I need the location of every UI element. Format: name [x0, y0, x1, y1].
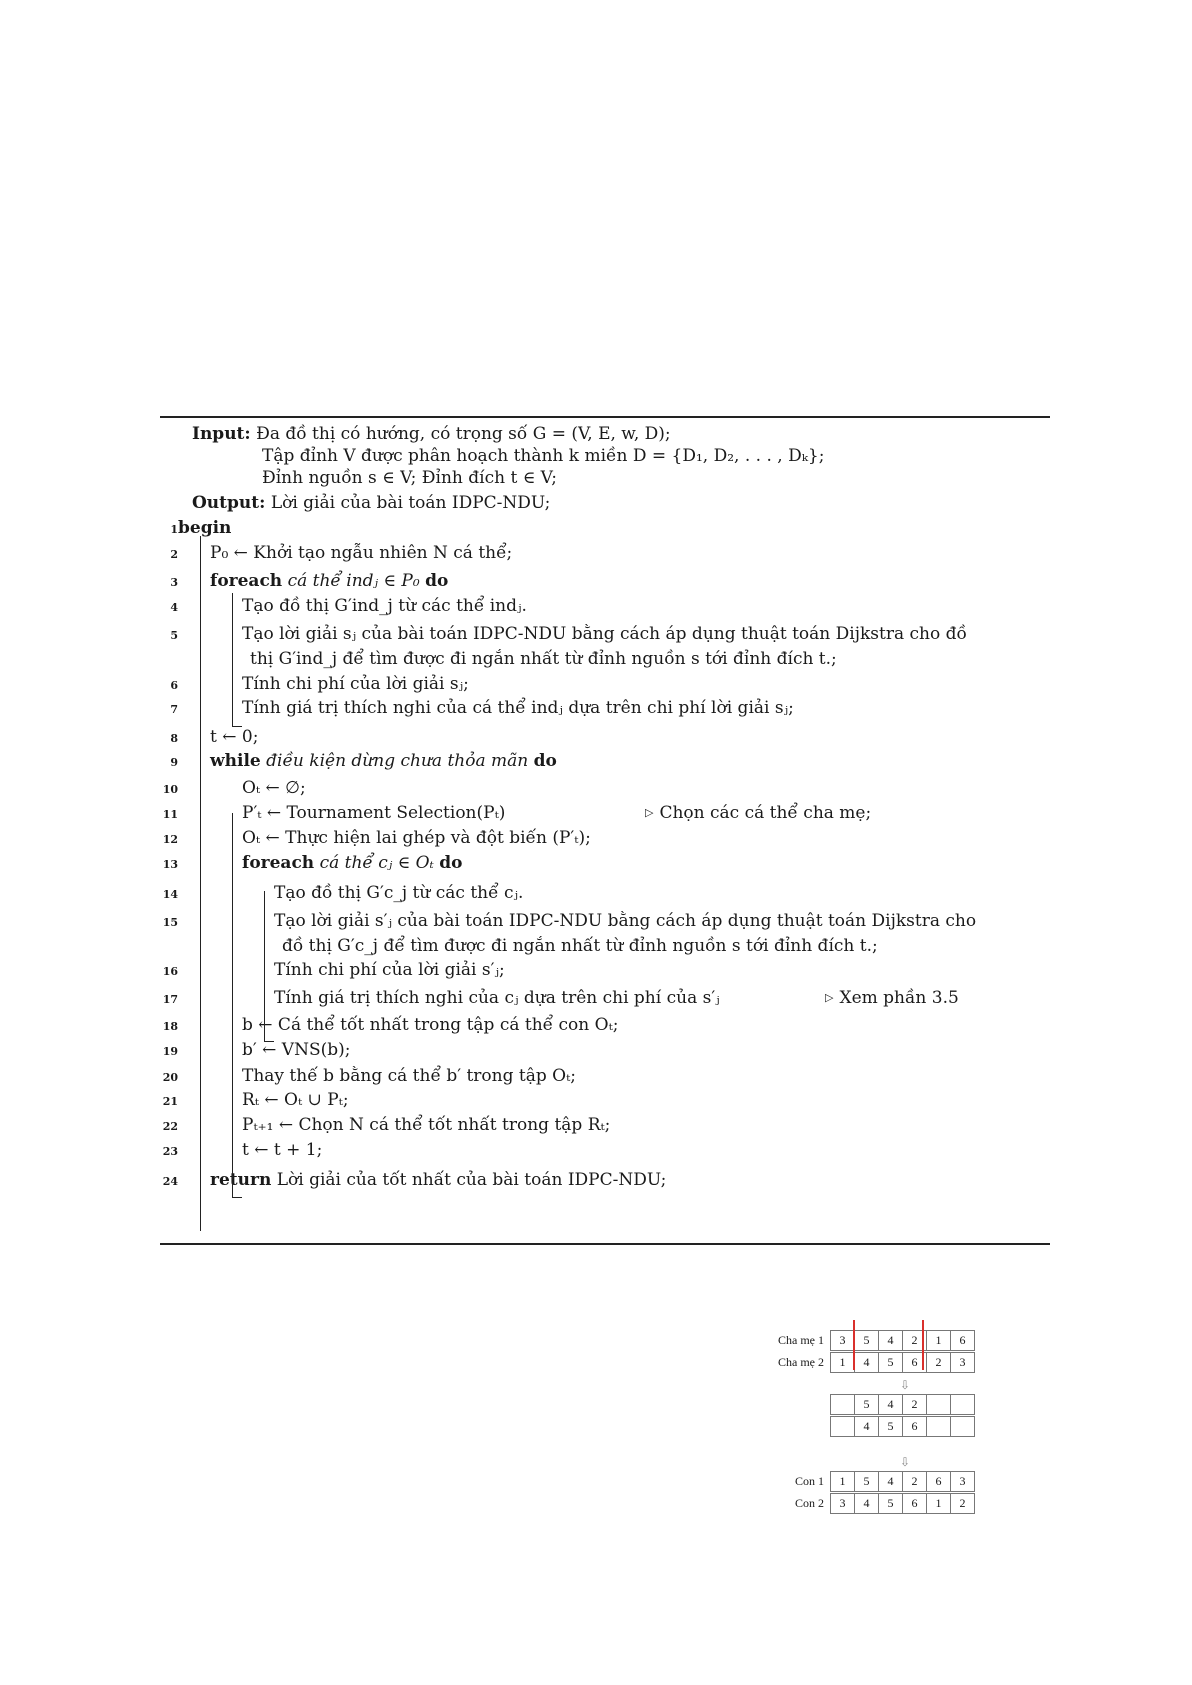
line-content [242, 828, 591, 848]
statement-text: Tính chi phí của lời giải s′ⱼ; [274, 960, 505, 980]
line-content [242, 778, 306, 798]
line-content [210, 571, 448, 591]
statement-text: Lời giải của tốt nhất của bài toán IDPC-NDU; [276, 1170, 667, 1190]
line-number: 9 [170, 756, 178, 769]
line-number: 16 [162, 965, 178, 978]
line-content [242, 803, 505, 823]
gene-cells [830, 1493, 974, 1514]
line-content [250, 649, 837, 669]
line-content [242, 698, 794, 718]
line-content [210, 1170, 666, 1190]
down-arrow-icon: ⇩ [900, 1378, 911, 1392]
down-arrow-icon: ⇩ [900, 1455, 911, 1469]
while-block-foot [232, 1197, 242, 1198]
line-number: 21 [162, 1095, 178, 1108]
line-number: 8 [170, 732, 178, 745]
keyword: foreach [210, 571, 283, 591]
gene-cells [830, 1330, 974, 1351]
gene-cell: 6 [902, 1352, 927, 1373]
line-number: 19 [162, 1045, 178, 1058]
line-number: 23 [162, 1145, 178, 1158]
gene-cell: 5 [878, 1493, 903, 1514]
line-content [242, 1040, 350, 1060]
gene-cell: 4 [878, 1330, 903, 1351]
begin-block-bar [200, 536, 201, 1231]
foreach2-block-bar [264, 891, 265, 1041]
crossover-figure [760, 1326, 970, 1526]
keyword: return [210, 1170, 272, 1190]
gene-cell: 6 [902, 1416, 927, 1437]
statement-text: P′ₜ ← Tournament Selection(Pₜ) [242, 803, 506, 823]
line-number: 1 [170, 523, 178, 536]
gene-cell: 2 [902, 1471, 927, 1492]
comment-triangle-icon: ▷ [645, 806, 654, 819]
line-number: 13 [162, 858, 178, 871]
gene-cell: 3 [950, 1471, 975, 1492]
line-number: 12 [162, 833, 178, 846]
comment-triangle-icon: ▷ [825, 991, 834, 1004]
statement-text: Tạo lời giải sⱼ của bài toán IDPC-NDU bằng cách áp dụng thuật toán Dijkstra cho đồ [242, 624, 967, 644]
gene-cell: 3 [950, 1352, 975, 1373]
line-number: 6 [170, 679, 178, 692]
line-number: 15 [162, 916, 178, 929]
output-label: Output: [192, 493, 266, 513]
keyword: while [210, 751, 261, 771]
gene-cell: 2 [950, 1493, 975, 1514]
line-content [274, 911, 976, 931]
input-line [192, 424, 671, 444]
line-content [178, 518, 231, 538]
gene-cell: 1 [830, 1471, 855, 1492]
statement-text: Oₜ ← Thực hiện lai ghép và đột biến (P′ₜ); [242, 828, 591, 848]
gene-cell [830, 1416, 855, 1437]
statement-text: Thay thế b bằng cá thể b′ trong tập Oₜ; [242, 1066, 576, 1086]
gene-cell: 2 [902, 1330, 927, 1351]
gene-cell: 2 [902, 1394, 927, 1415]
gene-cell: 4 [854, 1352, 879, 1373]
chromosome-label: Cha mẹ 1 [778, 1333, 824, 1347]
line-number: 11 [162, 808, 178, 821]
statement-text: Rₜ ← Oₜ ∪ Pₜ; [242, 1090, 349, 1110]
line-number: 10 [162, 783, 178, 796]
comment-text: Xem phần 3.5 [839, 988, 959, 1008]
gene-cell [830, 1394, 855, 1415]
gene-cell: 6 [902, 1493, 927, 1514]
statement-text: b ← Cá thể tốt nhất trong tập cá thể con Oₜ; [242, 1015, 619, 1035]
gene-cell: 4 [854, 1493, 879, 1514]
gene-cell: 3 [830, 1493, 855, 1514]
chromosome-label: Con 1 [794, 1474, 824, 1488]
gene-cell: 5 [854, 1330, 879, 1351]
line-content [242, 596, 527, 616]
while-block-bar [232, 813, 233, 1197]
statement-text: cá thể indⱼ ∈ P₀ [287, 571, 420, 591]
line-number: 3 [170, 576, 178, 589]
line-content [242, 1066, 576, 1086]
gene-cell: 4 [878, 1394, 903, 1415]
line-number: 2 [170, 548, 178, 561]
gene-cell: 2 [926, 1352, 951, 1373]
line-content [242, 1090, 349, 1110]
keyword: begin [178, 518, 232, 538]
gene-cell: 5 [854, 1471, 879, 1492]
cut-line-left [853, 1320, 855, 1370]
foreach2-block-foot [264, 1041, 274, 1042]
statement-text: Pₜ₊₁ ← Chọn N cá thể tốt nhất trong tập Rₜ; [242, 1115, 611, 1135]
output-text: Lời giải của bài toán IDPC-NDU; [270, 493, 551, 513]
line-number: 20 [162, 1071, 178, 1084]
line-content [242, 674, 469, 694]
input-line-1: Đa đồ thị có hướng, có trọng số G = (V, E, w, D); [256, 424, 671, 444]
keyword: do [439, 853, 463, 873]
comment [825, 988, 959, 1008]
line-content [242, 853, 462, 873]
gene-cell: 1 [830, 1352, 855, 1373]
gene-cell: 5 [878, 1352, 903, 1373]
statement-text: thị G′ind_j để tìm được đi ngắn nhất từ đỉnh nguồn s tới đỉnh đích t.; [250, 649, 837, 669]
algorithm-box [160, 416, 1050, 1245]
line-number: 18 [162, 1020, 178, 1033]
gene-cell: 4 [878, 1471, 903, 1492]
line-number: 22 [162, 1120, 178, 1133]
gene-cells [830, 1394, 974, 1415]
gene-cell: 5 [854, 1394, 879, 1415]
gene-cell [926, 1416, 951, 1437]
comment-text: Chọn các cá thể cha mẹ; [659, 803, 872, 823]
foreach1-block-bar [232, 593, 233, 726]
line-number: 24 [162, 1175, 178, 1188]
statement-text: Tạo đồ thị G′c_j từ các thể cⱼ. [274, 883, 524, 903]
gene-cell: 6 [950, 1330, 975, 1351]
gene-cell: 3 [830, 1330, 855, 1351]
line-content [274, 960, 505, 980]
gene-cells [830, 1416, 974, 1437]
line-content [242, 1140, 322, 1160]
gene-cell [950, 1416, 975, 1437]
line-content [210, 751, 557, 771]
statement-text: Tính giá trị thích nghi của cá thể indⱼ dựa trên chi phí lời giải sⱼ; [242, 698, 794, 718]
line-number: 7 [170, 703, 178, 716]
line-number: 5 [170, 629, 178, 642]
statement-text: Oₜ ← ∅; [242, 778, 306, 798]
gene-cell [950, 1394, 975, 1415]
statement-text: Tạo đồ thị G′ind_j từ các thể indⱼ. [242, 596, 527, 616]
line-content [210, 727, 258, 747]
statement-text: Tạo lời giải s′ⱼ của bài toán IDPC-NDU bằng cách áp dụng thuật toán Dijkstra cho [274, 911, 977, 931]
statement-text: Tính giá trị thích nghi của cⱼ dựa trên chi phí của s′ⱼ [274, 988, 720, 1008]
line-content [242, 1115, 610, 1135]
gene-cell: 1 [926, 1493, 951, 1514]
cut-line-right [922, 1320, 924, 1370]
gene-cell: 5 [878, 1416, 903, 1437]
keyword: do [425, 571, 449, 591]
line-content [242, 1015, 619, 1035]
line-number: 17 [162, 993, 178, 1006]
line-content [210, 543, 512, 563]
line-content [282, 936, 878, 956]
line-content [274, 883, 523, 903]
input-line-2: Tập đỉnh V được phân hoạch thành k miền D = {D₁, D₂, . . . , Dₖ}; [262, 446, 825, 466]
gene-cell: 6 [926, 1471, 951, 1492]
keyword: foreach [242, 853, 315, 873]
chromosome-label: Con 2 [794, 1496, 824, 1510]
statement-text: điều kiện dừng chưa thỏa mãn [266, 751, 529, 771]
statement-text: đồ thị G′c_j để tìm được đi ngắn nhất từ đỉnh nguồn s tới đỉnh đích t.; [282, 936, 878, 956]
line-content [274, 988, 720, 1008]
line-number: 14 [162, 888, 178, 901]
input-label: Input: [192, 424, 251, 444]
line-content [242, 624, 967, 644]
statement-text: Tính chi phí của lời giải sⱼ; [242, 674, 469, 694]
comment [645, 803, 871, 823]
keyword: do [533, 751, 557, 771]
statement-text: P₀ ← Khởi tạo ngẫu nhiên N cá thể; [210, 543, 513, 563]
line-number: 4 [170, 601, 178, 614]
chromosome-label: Cha mẹ 2 [778, 1355, 824, 1369]
gene-cells [830, 1471, 974, 1492]
statement-text: cá thể cⱼ ∈ Oₜ [319, 853, 434, 873]
gene-cell [926, 1394, 951, 1415]
input-line-3: Đỉnh nguồn s ∈ V; Đỉnh đích t ∈ V; [262, 468, 557, 488]
gene-cell: 1 [926, 1330, 951, 1351]
statement-text: t ← 0; [210, 727, 259, 747]
statement-text: b′ ← VNS(b); [242, 1040, 351, 1060]
foreach1-block-foot [232, 726, 242, 727]
gene-cells [830, 1352, 974, 1373]
statement-text: t ← t + 1; [242, 1140, 323, 1160]
gene-cell: 4 [854, 1416, 879, 1437]
output-line [192, 493, 550, 513]
